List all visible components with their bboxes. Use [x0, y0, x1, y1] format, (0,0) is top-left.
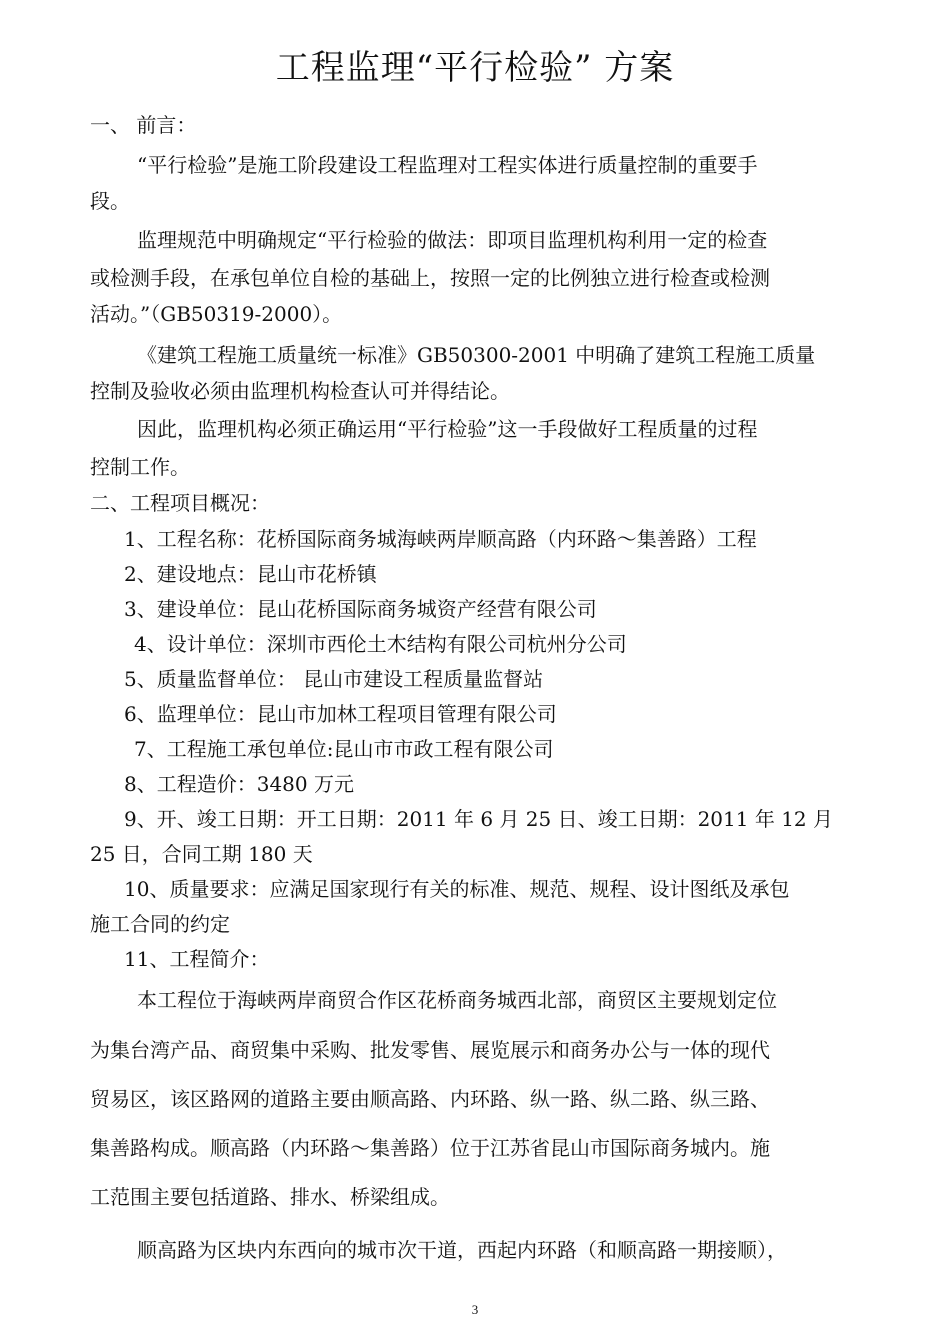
paragraph-line: 为集台湾产品、商贸集中采购、批发零售、展览展示和商务办公与一体的现代 — [90, 1038, 770, 1062]
paragraph-line: 《建筑工程施工质量统一标准》GB50300-2001 中明确了建筑工程施工质量 — [137, 343, 816, 367]
paragraph-line: 集善路构成。顺高路（内环路～集善路）位于江苏省昆山市国际商务城内。施 — [90, 1136, 770, 1160]
page-title: 工程监理“平行检验” 方案 — [275, 48, 675, 88]
list-item: 7、工程施工承包单位:昆山市市政工程有限公司 — [134, 737, 554, 761]
list-item: 1、工程名称：花桥国际商务城海峡两岸顺高路（内环路～集善路）工程 — [124, 527, 757, 551]
paragraph-line: 段。 — [90, 189, 130, 213]
list-item: 5、质量监督单位： 昆山市建设工程质量监督站 — [124, 667, 544, 691]
list-item: 25 日，合同工期 180 天 — [90, 842, 313, 866]
list-item: 施工合同的约定 — [90, 912, 230, 936]
paragraph-line: 控制及验收必须由监理机构检查认可并得结论。 — [90, 379, 510, 403]
paragraph-line: 工范围主要包括道路、排水、桥梁组成。 — [90, 1185, 450, 1209]
paragraph-line: 顺高路为区块内东西向的城市次干道，西起内环路（和顺高路一期接顺）， — [137, 1238, 787, 1262]
list-item: 8、工程造价：3480 万元 — [124, 772, 354, 796]
paragraph-line: 本工程位于海峡两岸商贸合作区花桥商务城西北部，商贸区主要规划定位 — [137, 988, 777, 1012]
list-item: 4、设计单位：深圳市西伦土木结构有限公司杭州分公司 — [134, 632, 627, 656]
list-item: 10、质量要求：应满足国家现行有关的标准、规范、规程、设计图纸及承包 — [124, 877, 790, 901]
list-item: 11、工程简介： — [124, 947, 270, 971]
paragraph-line: 因此，监理机构必须正确运用“平行检验”这一手段做好工程质量的过程 — [137, 417, 758, 441]
section-heading-overview: 二、工程项目概况： — [90, 491, 270, 515]
paragraph-line: 或检测手段，在承包单位自检的基础上，按照一定的比例独立进行检查或检测 — [90, 266, 770, 290]
paragraph-line: 活动。”（GB50319-2000）。 — [90, 302, 343, 326]
paragraph-line: 监理规范中明确规定“平行检验的做法：即项目监理机构利用一定的检查 — [137, 228, 768, 252]
list-item: 9、开、竣工日期：开工日期：2011 年 6 月 25 日、竣工日期：2011 年 12 月 — [124, 807, 834, 831]
page-number: 3 — [471, 1302, 479, 1317]
paragraph-line: 贸易区，该区路网的道路主要由顺高路、内环路、纵一路、纵二路、纵三路、 — [90, 1087, 770, 1111]
section-heading-preface: 一、 前言： — [90, 113, 197, 137]
paragraph-line: “平行检验”是施工阶段建设工程监理对工程实体进行质量控制的重要手 — [137, 153, 758, 177]
list-item: 3、建设单位：昆山花桥国际商务城资产经营有限公司 — [124, 597, 597, 621]
list-item: 2、建设地点：昆山市花桥镇 — [124, 562, 377, 586]
paragraph-line: 控制工作。 — [90, 455, 190, 479]
list-item: 6、监理单位：昆山市加林工程项目管理有限公司 — [124, 702, 557, 726]
